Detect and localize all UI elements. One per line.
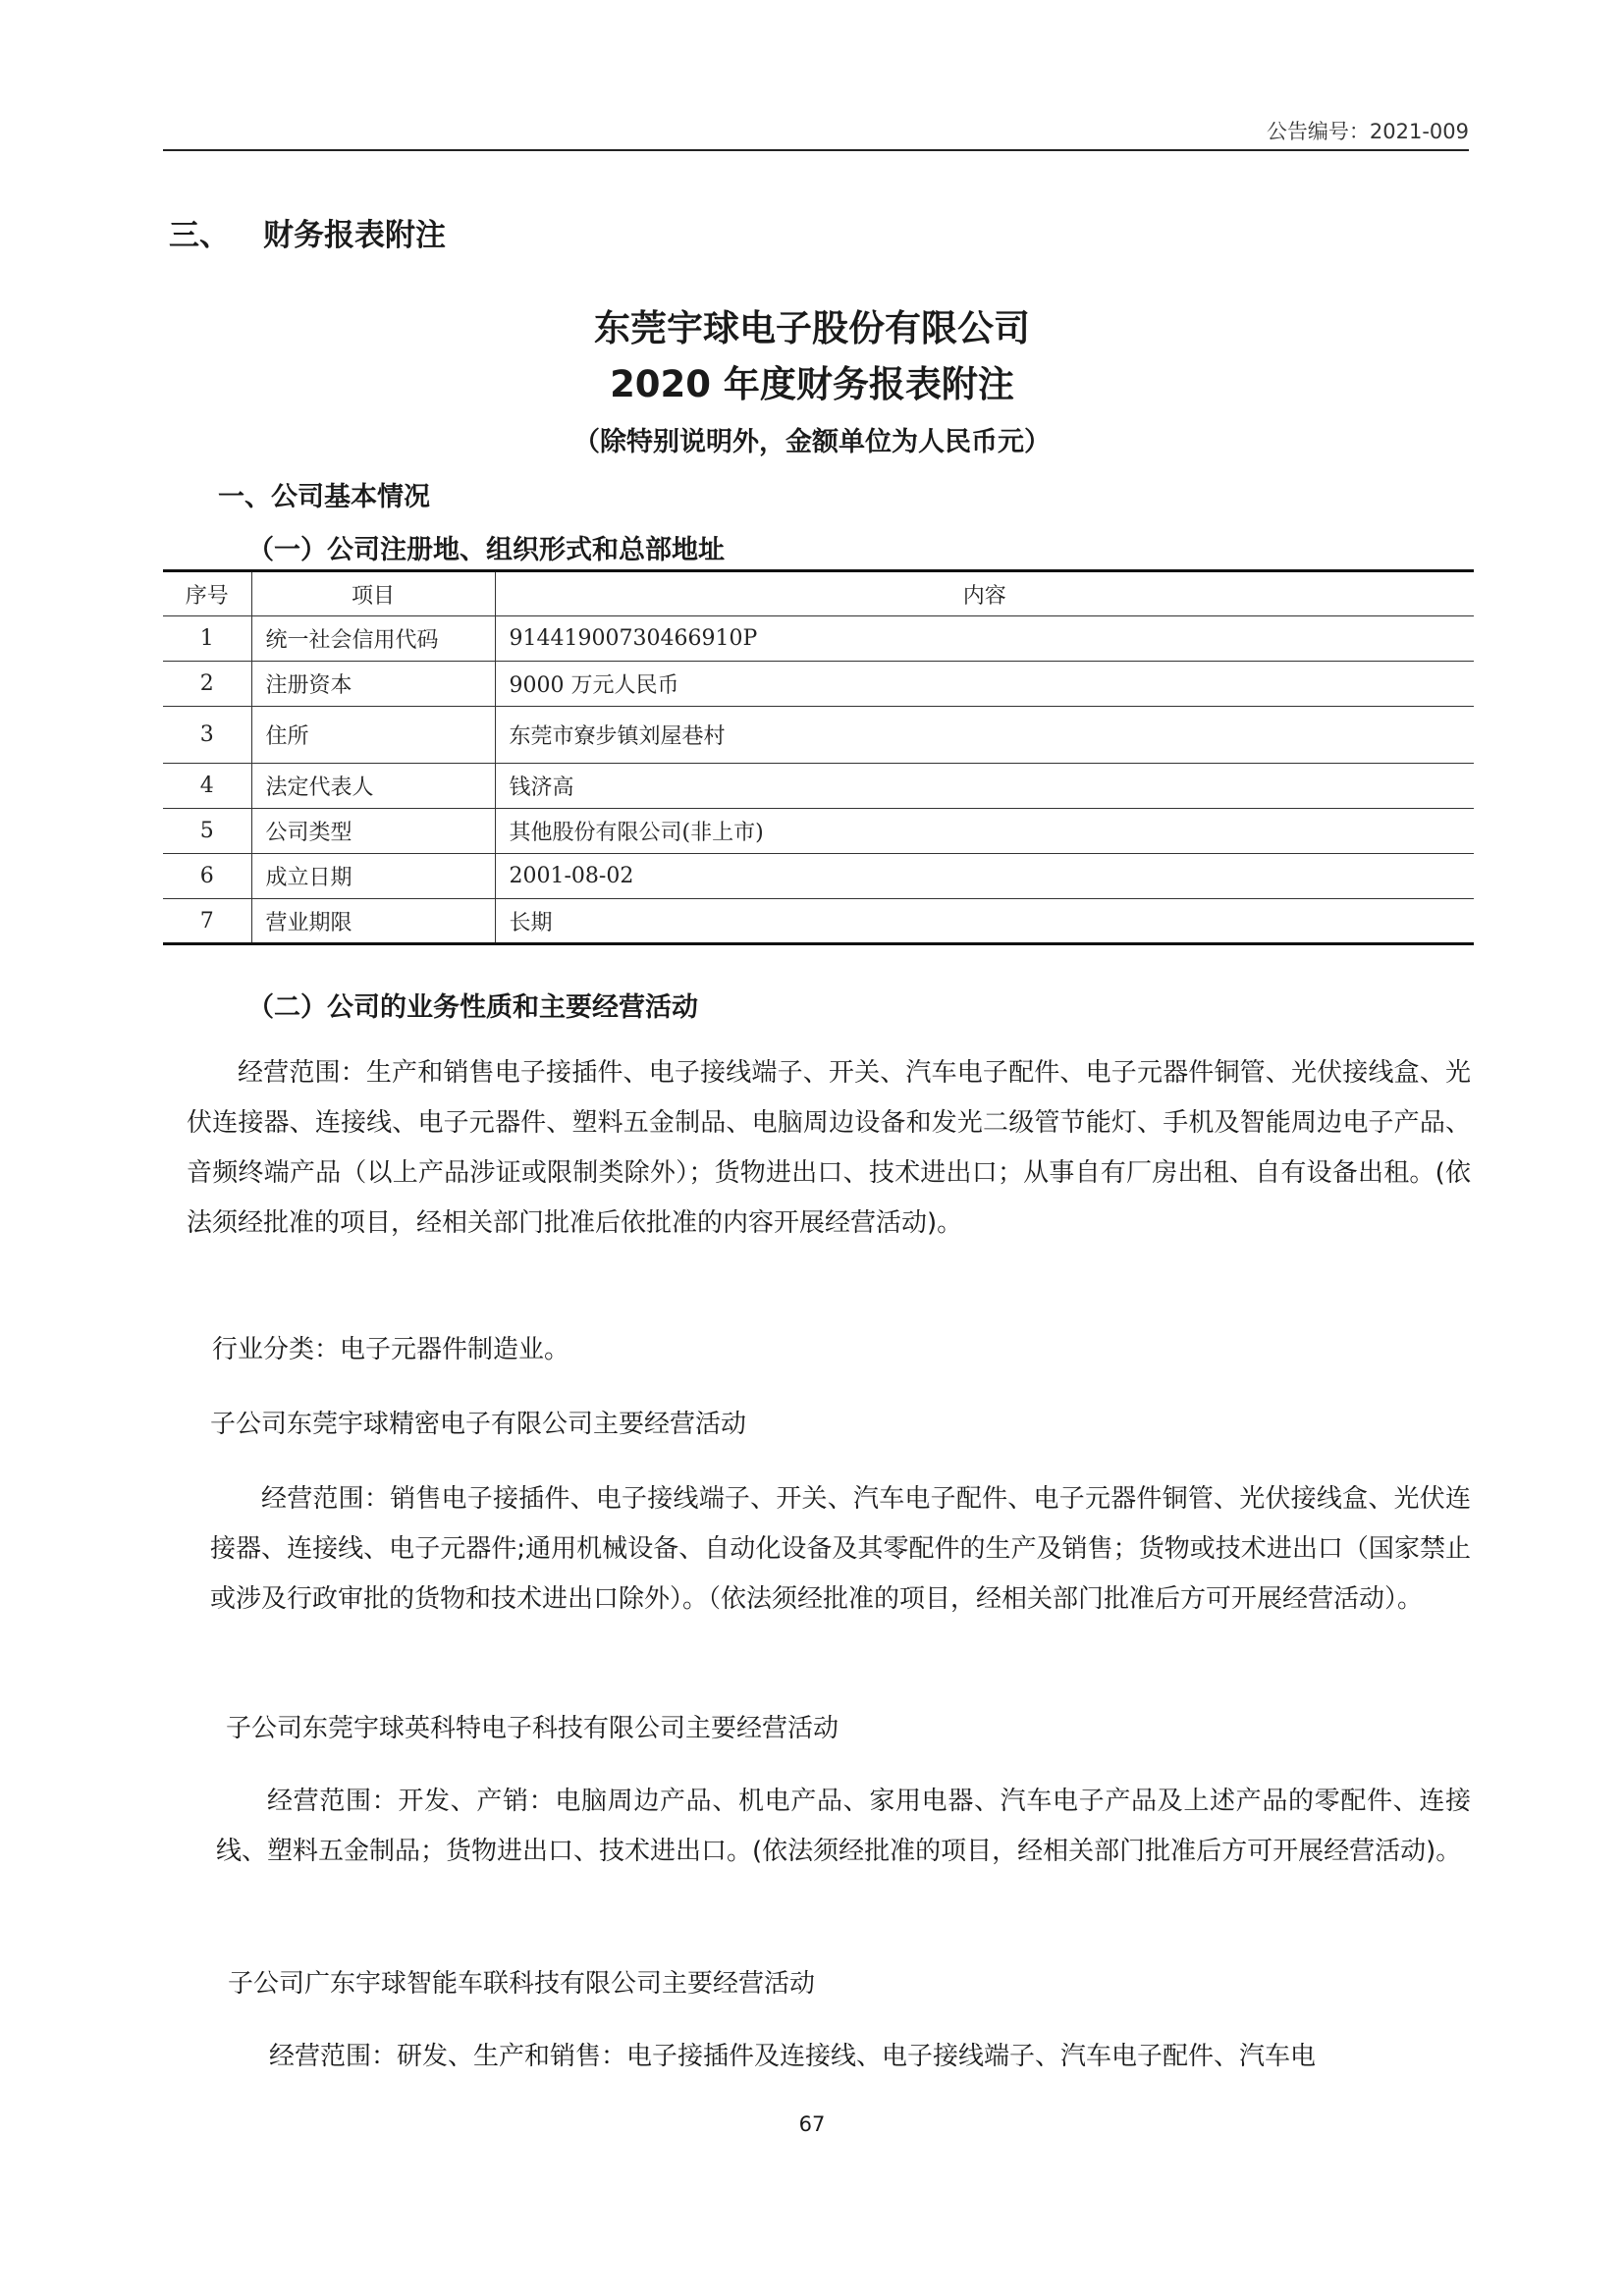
- row-item: 公司类型: [251, 809, 495, 854]
- heading-business-nature: （二）公司的业务性质和主要经营活动: [247, 992, 698, 1023]
- table-header-row: [163, 571, 1474, 616]
- column-header: 序号: [185, 583, 229, 609]
- row-index: 7: [199, 908, 214, 934]
- row-item: 法定代表人: [251, 764, 495, 809]
- company-title: 东莞宇球电子股份有限公司: [594, 307, 1030, 349]
- row-index: 6: [199, 864, 214, 888]
- column-header: 项目: [251, 571, 495, 616]
- row-content: 钱济高: [495, 764, 1474, 809]
- paragraph-industry: 行业分类：电子元器件制造业。: [212, 1335, 570, 1364]
- row-content: 东莞市寮步镇刘屋巷村: [495, 707, 1474, 764]
- column-header: 内容: [495, 571, 1474, 616]
- paragraph-subsidiary-scope: 经营范围：开发、产销：电脑周边产品、机电产品、家用电器、汽车电子产品及上述产品的零配件、连接线、塑料五金制品；货物进出口、技术进出口。(依法须经批准的项目，经相关部门批准后方可开展经营活动)。: [216, 1787, 1471, 1866]
- subsidiary-heading: 子公司东莞宇球精密电子有限公司主要经营活动: [210, 1410, 747, 1439]
- heading-registration: （一）公司注册地、组织形式和总部地址: [247, 535, 725, 565]
- section-title: 财务报表附注: [263, 218, 446, 253]
- row-item: 统一社会信用代码: [251, 616, 495, 662]
- table-row: [163, 662, 1474, 707]
- registration-table: [163, 569, 1474, 945]
- row-content: 长期: [495, 899, 1474, 944]
- table-row: [163, 899, 1474, 944]
- row-index: 5: [199, 819, 214, 843]
- row-content: 2001-08-02: [495, 854, 1474, 899]
- row-item: 注册资本: [251, 662, 495, 707]
- row-content: 其他股份有限公司(非上市): [495, 809, 1474, 854]
- table-row: [163, 707, 1474, 764]
- paragraph-business-scope: 经营范围：生产和销售电子接插件、电子接线端子、开关、汽车电子配件、电子元器件铜管、光伏接线盒、光伏连接器、连接线、电子元器件、塑料五金制品、电脑周边设备和发光二级管节能灯、手机及智能周边电子产品、音频终端产品（以上产品涉证或限制类除外）；货物进出口、技术进出口；从事自有厂房出租、自有设备出租。(依法须经批准的项目，经相关部门批准后依批准的内容开展经营活动)。: [187, 1058, 1471, 1238]
- notice-number: 公告编号：2021-009: [1266, 120, 1469, 143]
- section-heading: [169, 210, 446, 254]
- row-index: 4: [199, 774, 214, 798]
- page-number: 67: [798, 2112, 826, 2136]
- table-row: [163, 764, 1474, 809]
- section-number: 三、: [169, 218, 230, 253]
- row-item: 住所: [251, 707, 495, 764]
- heading-company-basics: 一、公司基本情况: [218, 482, 430, 512]
- subsidiary-heading: 子公司广东宇球智能车联科技有限公司主要经营活动: [228, 1969, 816, 1999]
- row-index: 2: [199, 671, 214, 696]
- row-index: 1: [199, 626, 214, 651]
- report-title: 2020 年度财务报表附注: [610, 363, 1014, 405]
- paragraph-subsidiary-scope: 经营范围：销售电子接插件、电子接线端子、开关、汽车电子配件、电子元器件铜管、光伏接线盒、光伏连接器、连接线、电子元器件;通用机械设备、自动化设备及其零配件的生产及销售；货物或技术进出口（国家禁止或涉及行政审批的货物和技术进出口除外）。（依法须经批准的项目，经相关部门批准后方可开展经营活动）。: [210, 1484, 1471, 1614]
- header-rule: [163, 149, 1469, 151]
- row-item: 成立日期: [251, 854, 495, 899]
- subsidiary-heading: 子公司东莞宇球英科特电子科技有限公司主要经营活动: [226, 1714, 839, 1743]
- row-index: 3: [199, 722, 214, 747]
- row-item: 营业期限: [251, 899, 495, 944]
- paragraph-subsidiary-scope: 经营范围：研发、生产和销售：电子接插件及连接线、电子接线端子、汽车电子配件、汽车电: [269, 2042, 1317, 2071]
- table-row: [163, 809, 1474, 854]
- table-row: [163, 854, 1474, 899]
- row-content: 9000 万元人民币: [495, 662, 1474, 707]
- table-row: [163, 616, 1474, 662]
- row-content: 91441900730466910P: [495, 616, 1474, 662]
- unit-note: （除特别说明外，金额单位为人民币元）: [573, 427, 1051, 457]
